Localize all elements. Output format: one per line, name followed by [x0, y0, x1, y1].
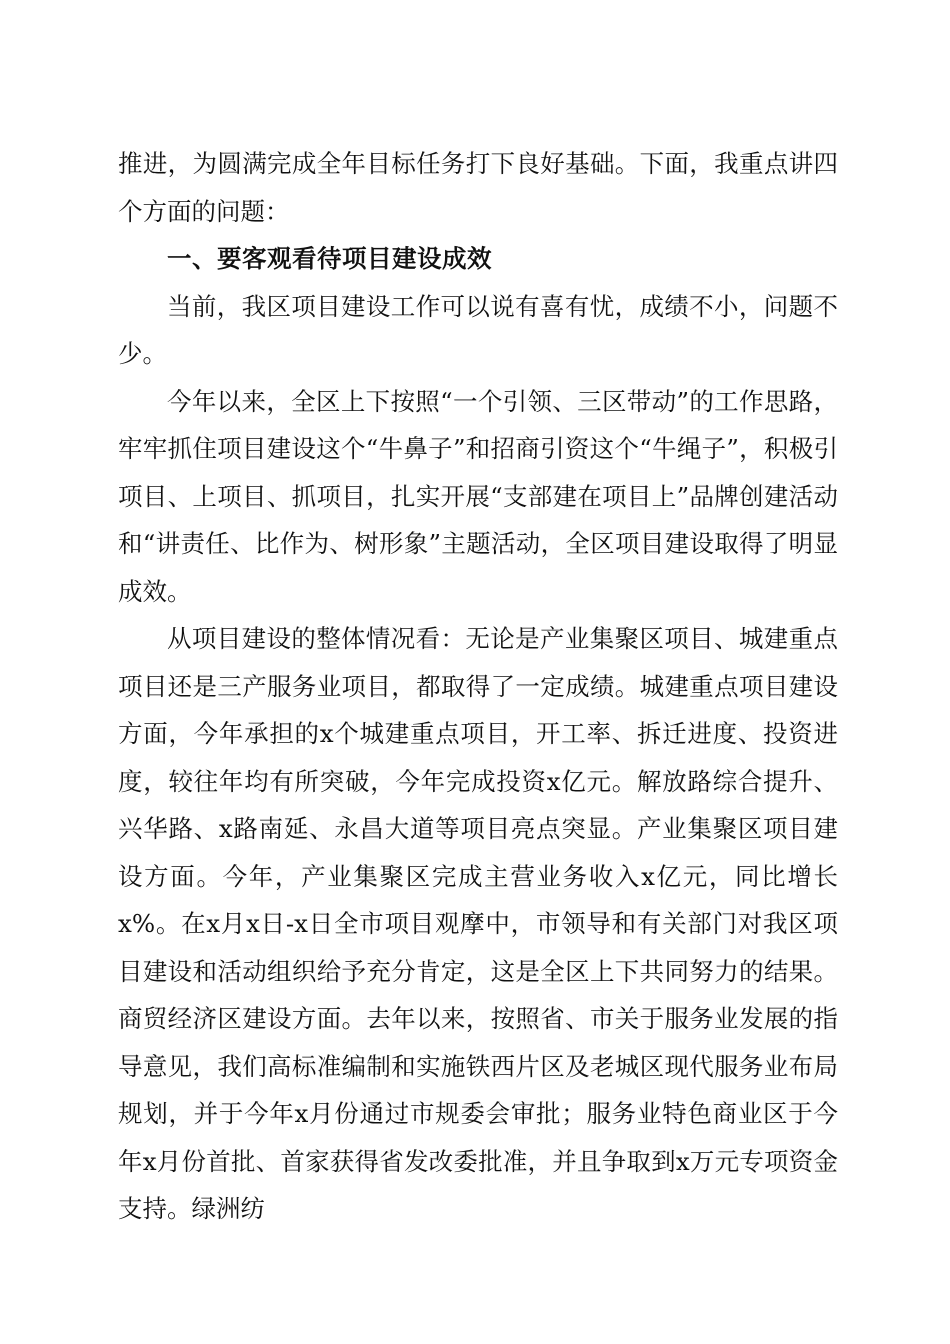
paragraph: 今年以来，全区上下按照“一个引领、三区带动”的工作思路，牢牢抓住项目建设这个“牛鼻子”和招商引资这个“牛绳子”，积极引项目、上项目、抓项目，扎实开展“支部建在项目上”品牌创建活动和“讲责任、比作为、树形象”主题活动，全区项目建设取得了明显成效。: [118, 386, 838, 606]
paragraph: 从项目建设的整体情况看：无论是产业集聚区项目、城建重点项目还是三产服务业项目，都取得了一定成绩。城建重点项目建设方面，今年承担的x个城建重点项目，开工率、拆迁进度、投资进度，较往年均有所突破，今年完成投资x亿元。解放路综合提升、兴华路、x路南延、永昌大道等项目亮点突显。产业集聚区项目建设方面。今年，产业集聚区完成主营业务收入x亿元，同比增长x%。在x月x日-x日全市项目观摩中，市领导和有关部门对我区项目建设和活动组织给予充分肯定，这是全区上下共同努力的结果。商贸经济区建设方面。去年以来，按照省、市关于服务业发展的指导意见，我们高标准编制和实施铁西片区及老城区现代服务业布局规划，并于今年x月份通过市规委会审批；服务业特色商业区于今年x月份首批、首家获得省发改委批准，并且争取到x万元专项资金支持。绿洲纺: [118, 624, 838, 1223]
paragraph: 当前，我区项目建设工作可以说有喜有忧，成绩不小，问题不少。: [118, 291, 838, 368]
document-body: [118, 140, 838, 1233]
paragraph-continuation: 推进，为圆满完成全年目标任务打下良好基础。下面，我重点讲四个方面的问题：: [118, 149, 838, 226]
section-heading: 一、要客观看待项目建设成效: [167, 244, 492, 273]
